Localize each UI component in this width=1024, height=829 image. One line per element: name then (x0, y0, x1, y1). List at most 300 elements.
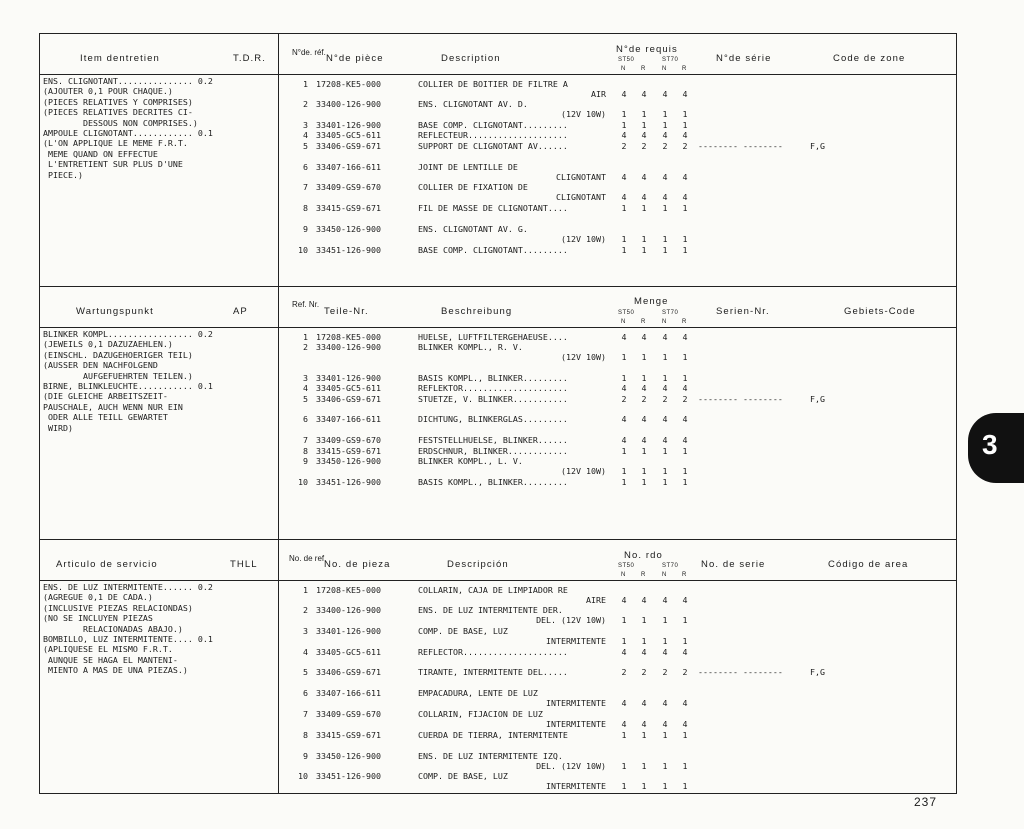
quantity: 2 (641, 141, 647, 151)
quantity: 4 (621, 414, 627, 424)
description-line: HUELSE, LUFTFILTERGEHAEUSE.... (418, 332, 568, 342)
description-line: DEL. (12V 10W) (536, 761, 606, 772)
quantity: 4 (682, 192, 688, 203)
header-divider (40, 74, 956, 75)
quantity: 4 (662, 130, 668, 140)
ref-number: 7 (303, 182, 308, 192)
description-line: CUERDA DE TIERRA, INTERMITENTE (418, 730, 568, 740)
ref-number: 5 (303, 394, 308, 404)
part-number: 33451-126-900 (316, 245, 381, 255)
quantity: 4 (682, 130, 688, 140)
header-model-1: ST50 (618, 310, 635, 316)
description-line: ENS. DE LUZ INTERMITENTE IZQ. (418, 751, 563, 761)
ref-number: 9 (303, 456, 308, 466)
ref-number: 4 (303, 130, 308, 140)
quantity: 4 (682, 647, 688, 657)
quantity: 1 (662, 615, 668, 626)
quantity: 1 (641, 466, 647, 477)
part-description (418, 751, 606, 772)
zone-code: F,G (810, 394, 825, 404)
service-item-line: ODER ALLE TEILL GEWARTET (43, 412, 168, 423)
quantity: 1 (682, 234, 688, 245)
part-description (418, 130, 606, 140)
quantity: 4 (682, 435, 688, 445)
quantity: 1 (641, 730, 647, 740)
service-item-line: (EINSCHL. DAZUGEHOERIGER TEIL) (43, 349, 193, 360)
ref-number: 10 (298, 245, 308, 255)
serial-range: -------- -------- (698, 667, 783, 677)
quantity: 1 (621, 245, 627, 255)
quantity: 1 (682, 245, 688, 255)
description-line: COLLIER DE BOITIER DE FILTRE A (418, 79, 568, 89)
header-nr: R (682, 572, 687, 578)
part-description (418, 414, 606, 424)
description-line: REFLEKTOR..................... (418, 383, 568, 393)
quantity: 1 (641, 245, 647, 255)
quantity: 1 (662, 120, 668, 130)
description-line: DICHTUNG, BLINKERGLAS......... (418, 414, 568, 424)
quantity: 1 (641, 373, 647, 383)
part-number: 33409-GS9-670 (316, 435, 381, 445)
description-line: BASIS KOMPL., BLINKER......... (418, 477, 568, 487)
part-number: 33401-126-900 (316, 626, 381, 636)
header-model-1: ST50 (618, 57, 635, 63)
ref-number: 5 (303, 667, 308, 677)
service-item-line: AUNQUE SE HAGA EL MANTENI- (43, 654, 178, 665)
header-divider (40, 327, 956, 328)
quantity: 1 (682, 373, 688, 383)
header-nr: N (662, 319, 667, 325)
quantity: 1 (641, 352, 647, 363)
quantity: 4 (662, 719, 668, 730)
ref-number: 1 (303, 79, 308, 89)
part-description (418, 99, 606, 120)
quantity: 4 (641, 192, 647, 203)
ref-number: 9 (303, 751, 308, 761)
part-description (418, 709, 606, 730)
part-number: 33409-GS9-670 (316, 709, 381, 719)
description-line: BASE COMP. CLIGNOTANT......... (418, 245, 568, 255)
description-line: BASE COMP. CLIGNOTANT......... (418, 120, 568, 130)
part-number: 33400-126-900 (316, 99, 381, 109)
description-line: COMP. DE BASE, LUZ (418, 771, 508, 781)
part-description (418, 245, 606, 255)
part-number: 33450-126-900 (316, 751, 381, 761)
service-item-line: (L'ON APPLIQUE LE MEME F.R.T. (43, 138, 188, 149)
quantity: 1 (662, 373, 668, 383)
service-item-line: (APLIQUESE EL MISMO F.R.T. (43, 644, 173, 655)
header-qty: No. rdo (624, 550, 663, 561)
header-zone: Gebiets-Code (844, 306, 916, 317)
quantity: 4 (682, 172, 688, 183)
header-ref: Ref. Nr. (292, 300, 320, 309)
service-item-line: RELACIONADAS ABAJO.) (43, 623, 183, 634)
description-line: (12V 10W) (561, 234, 606, 245)
service-item-line: (PIECES RELATIVES DECRITES CI- (43, 107, 193, 118)
quantity: 1 (682, 120, 688, 130)
header-nr: R (682, 319, 687, 325)
page-number: 237 (914, 795, 938, 809)
quantity: 2 (621, 141, 627, 151)
service-item-line: PAUSCHALE, AUCH WENN NUR EIN (43, 401, 183, 412)
quantity: 1 (621, 352, 627, 363)
quantity: 1 (662, 234, 668, 245)
description-line: COLLIER DE FIXATION DE (418, 182, 528, 192)
quantity: 1 (662, 446, 668, 456)
quantity: 1 (662, 761, 668, 772)
service-item-line: WIRD) (43, 422, 73, 433)
service-item-line: MIENTO A MAS DE UNA PIEZAS.) (43, 665, 188, 676)
section-spanish (40, 539, 956, 794)
ref-number: 3 (303, 626, 308, 636)
description-line: (12V 10W) (561, 352, 606, 363)
quantity: 4 (621, 172, 627, 183)
service-item-line: AUFGEFUEHRTEN TEILEN.) (43, 370, 193, 381)
service-item-line: PIECE.) (43, 169, 83, 180)
quantity: 2 (682, 141, 688, 151)
service-item-line: ENS. DE LUZ INTERMITENTE...... 0.2 (43, 582, 213, 592)
header-serial: No. de serie (701, 559, 766, 570)
description-line: INTERMITENTE (546, 781, 606, 792)
quantity: 4 (662, 383, 668, 393)
quantity: 4 (621, 435, 627, 445)
service-item-line: DESSOUS NON COMPRISES.) (43, 117, 198, 128)
quantity: 4 (682, 595, 688, 606)
service-item-notes (43, 329, 275, 433)
description-line: ENS. DE LUZ INTERMITENTE DER. (418, 605, 563, 615)
part-description (418, 626, 606, 647)
description-line: COLLARIN, CAJA DE LIMPIADOR RE (418, 585, 568, 595)
chapter-tab-label: 3 (982, 429, 998, 460)
ref-number: 8 (303, 446, 308, 456)
quantity: 1 (641, 636, 647, 647)
service-item-line: (AUSSER DEN NACHFOLGEND (43, 360, 158, 371)
part-description (418, 435, 606, 445)
quantity: 4 (641, 172, 647, 183)
quantity: 4 (641, 130, 647, 140)
ref-number: 4 (303, 647, 308, 657)
quantity: 1 (682, 109, 688, 120)
zone-code: F,G (810, 667, 825, 677)
part-description (418, 730, 606, 740)
header-nr: N (621, 319, 626, 325)
quantity: 1 (662, 466, 668, 477)
part-description (418, 342, 606, 363)
quantity: 1 (662, 245, 668, 255)
quantity: 1 (621, 781, 627, 792)
header-time: THLL (230, 559, 258, 570)
part-number: 33409-GS9-670 (316, 182, 381, 192)
description-line: ENS. CLIGNOTANT AV. D. (418, 99, 528, 109)
part-description (418, 585, 606, 606)
ref-number: 8 (303, 203, 308, 213)
description-line: ENS. CLIGNOTANT AV. G. (418, 224, 528, 234)
header-nr: R (641, 66, 646, 72)
quantity: 1 (621, 446, 627, 456)
part-number: 33451-126-900 (316, 771, 381, 781)
description-line: FESTSTELLHUELSE, BLINKER...... (418, 435, 568, 445)
description-line: SUPPORT DE CLIGNOTANT AV...... (418, 141, 568, 151)
header-zone: Código de area (828, 559, 909, 570)
part-description (418, 771, 606, 792)
quantity: 1 (641, 781, 647, 792)
quantity: 4 (682, 719, 688, 730)
service-item-line: (INCLUSIVE PIEZAS RELACIONDAS) (43, 602, 193, 613)
quantity: 1 (621, 466, 627, 477)
part-number: 33400-126-900 (316, 605, 381, 615)
header-qty: Menge (634, 296, 669, 307)
description-line: FIL DE MASSE DE CLIGNOTANT.... (418, 203, 568, 213)
quantity: 1 (621, 477, 627, 487)
description-line: REFLECTOR..................... (418, 647, 568, 657)
part-number: 17208-KE5-000 (316, 332, 381, 342)
part-number: 33406-GS9-671 (316, 394, 381, 404)
header-nr: R (641, 572, 646, 578)
part-description (418, 79, 606, 100)
description-line: BLINKER KOMPL., R. V. (418, 342, 523, 352)
part-description (418, 383, 606, 393)
quantity: 4 (662, 647, 668, 657)
header-item: Articulo de servicio (56, 559, 158, 570)
part-number: 33415-GS9-671 (316, 203, 381, 213)
quantity: 1 (662, 781, 668, 792)
quantity: 4 (662, 435, 668, 445)
service-item-line: (DIE GLEICHE ARBEITSZEIT- (43, 391, 168, 402)
part-number: 33407-166-611 (316, 162, 381, 172)
part-description (418, 182, 606, 203)
quantity: 2 (641, 667, 647, 677)
part-number: 33406-GS9-671 (316, 141, 381, 151)
part-description (418, 394, 606, 404)
header-part: Teile-Nr. (324, 306, 369, 317)
header-divider (40, 580, 956, 581)
header-model-2: ST70 (662, 57, 679, 63)
description-line: STUETZE, V. BLINKER........... (418, 394, 568, 404)
part-number: 17208-KE5-000 (316, 585, 381, 595)
header-desc: Descripción (447, 559, 509, 570)
quantity: 4 (641, 89, 647, 100)
part-number: 33450-126-900 (316, 456, 381, 466)
quantity: 1 (641, 203, 647, 213)
part-description (418, 203, 606, 213)
header-nr: N (662, 66, 667, 72)
service-item-notes (43, 76, 275, 180)
quantity: 4 (641, 332, 647, 342)
header-ref: No. de ref. (289, 554, 327, 563)
part-description (418, 446, 606, 456)
ref-number: 2 (303, 342, 308, 352)
quantity: 1 (682, 615, 688, 626)
quantity: 4 (682, 332, 688, 342)
ref-number: 6 (303, 162, 308, 172)
ref-number: 3 (303, 120, 308, 130)
header-serial: N°de série (716, 53, 772, 64)
quantity: 4 (621, 89, 627, 100)
service-item-notes (43, 582, 275, 676)
quantity: 4 (682, 383, 688, 393)
quantity: 4 (641, 383, 647, 393)
description-line: ERDSCHNUR, BLINKER............ (418, 446, 568, 456)
quantity: 2 (682, 394, 688, 404)
header-nr: R (641, 319, 646, 325)
ref-number: 6 (303, 414, 308, 424)
quantity: 2 (641, 394, 647, 404)
quantity: 4 (641, 698, 647, 709)
quantity: 1 (621, 120, 627, 130)
quantity: 4 (621, 719, 627, 730)
header-part: No. de pieza (324, 559, 391, 570)
part-number: 33405-GC5-611 (316, 130, 381, 140)
quantity: 4 (621, 595, 627, 606)
quantity: 4 (662, 192, 668, 203)
quantity: 1 (621, 730, 627, 740)
header-serial: Serien-Nr. (716, 306, 770, 317)
column-divider (278, 540, 279, 794)
header-nr: N (621, 66, 626, 72)
quantity: 2 (662, 141, 668, 151)
part-number: 33451-126-900 (316, 477, 381, 487)
quantity: 1 (682, 466, 688, 477)
quantity: 1 (641, 446, 647, 456)
description-line: JOINT DE LENTILLE DE (418, 162, 518, 172)
service-item-line: (JEWEILS 0,1 DAZUZAEHLEN.) (43, 339, 173, 350)
quantity: 1 (641, 234, 647, 245)
quantity: 1 (662, 477, 668, 487)
column-divider (278, 287, 279, 540)
quantity: 1 (641, 615, 647, 626)
quantity: 4 (662, 595, 668, 606)
part-description (418, 647, 606, 657)
ref-number: 10 (298, 771, 308, 781)
header-ref: N°de. réf. (292, 48, 326, 57)
quantity: 1 (662, 352, 668, 363)
description-line: BASIS KOMPL., BLINKER......... (418, 373, 568, 383)
part-description (418, 332, 606, 342)
part-description (418, 373, 606, 383)
header-nr: N (621, 572, 626, 578)
part-number: 33400-126-900 (316, 342, 381, 352)
quantity: 4 (662, 332, 668, 342)
service-item-line: (PIECES RELATIVES Y COMPRISES) (43, 96, 193, 107)
quantity: 1 (682, 203, 688, 213)
description-line: INTERMITENTE (546, 698, 606, 709)
quantity: 2 (682, 667, 688, 677)
part-number: 33401-126-900 (316, 373, 381, 383)
description-line: REFLECTEUR.................... (418, 130, 568, 140)
part-description (418, 120, 606, 130)
ref-number: 7 (303, 709, 308, 719)
description-line: INTERMITENTE (546, 636, 606, 647)
ref-number: 1 (303, 585, 308, 595)
header-qty: N°de requis (616, 44, 678, 55)
ref-number: 9 (303, 224, 308, 234)
part-description (418, 224, 606, 245)
quantity: 1 (662, 636, 668, 647)
quantity: 1 (662, 109, 668, 120)
quantity: 1 (621, 615, 627, 626)
part-description (418, 688, 606, 709)
description-line: (12V 10W) (561, 466, 606, 477)
service-item-line: (AJOUTER 0,1 POUR CHAQUE.) (43, 86, 173, 97)
chapter-tab (968, 413, 1024, 483)
description-line: COMP. DE BASE, LUZ (418, 626, 508, 636)
section-french (40, 34, 956, 286)
part-description (418, 667, 606, 677)
quantity: 4 (621, 647, 627, 657)
header-part: N°de pièce (326, 53, 384, 64)
quantity: 4 (662, 698, 668, 709)
service-item-line: BIRNE, BLINKLEUCHTE........... 0.1 (43, 381, 213, 392)
ref-number: 2 (303, 99, 308, 109)
serial-range: -------- -------- (698, 141, 783, 151)
part-number: 33407-166-611 (316, 414, 381, 424)
part-number: 33406-GS9-671 (316, 667, 381, 677)
quantity: 2 (662, 667, 668, 677)
quantity: 2 (621, 394, 627, 404)
quantity: 2 (662, 394, 668, 404)
header-model-2: ST70 (662, 563, 679, 569)
serial-range: -------- -------- (698, 394, 783, 404)
quantity: 1 (641, 761, 647, 772)
part-number: 33407-166-611 (316, 688, 381, 698)
ref-number: 7 (303, 435, 308, 445)
ref-number: 6 (303, 688, 308, 698)
quantity: 1 (682, 781, 688, 792)
quantity: 1 (641, 109, 647, 120)
quantity: 4 (662, 414, 668, 424)
part-number: 17208-KE5-000 (316, 79, 381, 89)
part-description (418, 477, 606, 487)
quantity: 1 (662, 730, 668, 740)
section-german (40, 286, 956, 540)
header-model-2: ST70 (662, 310, 679, 316)
ref-number: 8 (303, 730, 308, 740)
ref-number: 3 (303, 373, 308, 383)
quantity: 1 (621, 109, 627, 120)
part-description (418, 162, 606, 183)
quantity: 2 (621, 667, 627, 677)
description-line: DEL. (12V 10W) (536, 615, 606, 626)
part-number: 33405-GC5-611 (316, 647, 381, 657)
header-time: T.D.R. (233, 53, 266, 64)
quantity: 4 (682, 89, 688, 100)
ref-number: 5 (303, 141, 308, 151)
header-time: AP (233, 306, 248, 317)
quantity: 4 (621, 130, 627, 140)
service-item-line: BLINKER KOMPL................. 0.2 (43, 329, 213, 339)
description-line: INTERMITENTE (546, 719, 606, 730)
service-item-line: L'ENTRETIENT SUR PLUS D'UNE (43, 159, 183, 170)
description-line: CLIGNOTANT (556, 192, 606, 203)
quantity: 1 (682, 636, 688, 647)
header-zone: Code de zone (833, 53, 906, 64)
header-item: Item dentretien (80, 53, 160, 64)
description-line: AIR (591, 89, 606, 100)
part-number: 33415-GS9-671 (316, 730, 381, 740)
description-line: COLLARIN, FIJACION DE LUZ (418, 709, 543, 719)
service-item-line: MEME QUAND ON EFFECTUE (43, 148, 158, 159)
part-description (418, 456, 606, 477)
quantity: 4 (641, 647, 647, 657)
quantity: 4 (641, 719, 647, 730)
quantity: 4 (641, 595, 647, 606)
quantity: 4 (682, 414, 688, 424)
parts-table-frame (39, 33, 957, 794)
quantity: 4 (662, 89, 668, 100)
quantity: 1 (682, 446, 688, 456)
part-number: 33450-126-900 (316, 224, 381, 234)
quantity: 1 (682, 477, 688, 487)
